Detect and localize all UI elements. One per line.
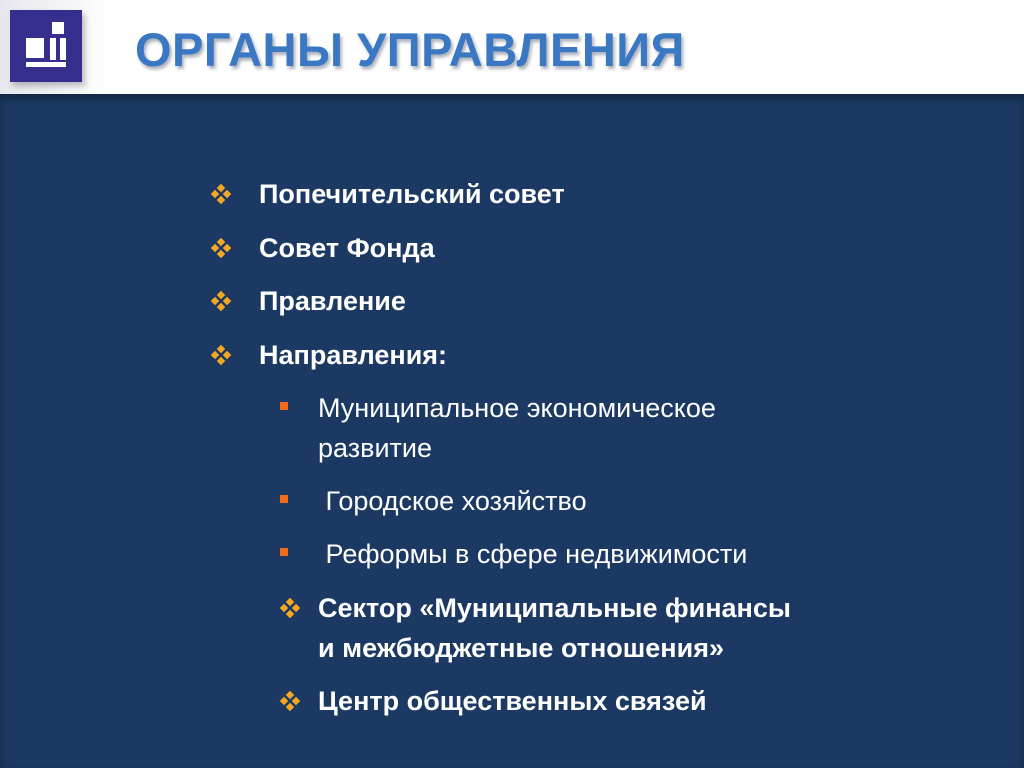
slide-title: ОРГАНЫ УПРАВЛЕНИЯ	[135, 23, 685, 76]
list-item-text: Правление	[259, 286, 406, 316]
list-item	[280, 534, 747, 574]
list-item	[211, 228, 435, 268]
list-item-line: Муниципальное экономическое	[318, 393, 716, 423]
list-item-text: Центр общественных связей	[318, 686, 707, 716]
list-item-text	[318, 588, 791, 668]
slide-header	[0, 0, 1024, 94]
list-item-text: Реформы в сфере недвижимости	[318, 539, 748, 569]
list-item	[280, 681, 707, 721]
list-item	[211, 174, 565, 214]
list-item	[280, 388, 716, 468]
list-item-text	[318, 388, 716, 468]
logo-block	[50, 38, 56, 60]
diamond-bullet-icon	[211, 238, 231, 258]
list-item-text: Попечительский совет	[259, 179, 565, 209]
logo-block	[26, 62, 66, 67]
diamond-bullet-icon	[211, 345, 231, 365]
diamond-bullet-icon	[211, 184, 231, 204]
list-item-line: и межбюджетные отношения»	[318, 633, 724, 663]
list-item-text: Совет Фонда	[259, 233, 435, 263]
logo-icon	[10, 10, 82, 82]
list-item-line: Сектор «Муниципальные финансы	[318, 593, 791, 623]
square-bullet-icon	[280, 495, 288, 503]
list-item	[211, 281, 406, 321]
list-item	[280, 588, 791, 668]
list-item-text: Городское хозяйство	[318, 486, 587, 516]
logo-block	[52, 22, 64, 34]
logo-block	[60, 38, 66, 60]
square-bullet-icon	[280, 402, 288, 410]
content-panel	[0, 94, 1024, 768]
diamond-bullet-icon	[280, 691, 300, 711]
list-item-line: развитие	[318, 433, 432, 463]
list-item-text: Направления:	[259, 340, 448, 370]
square-bullet-icon	[280, 548, 288, 556]
list-item	[211, 335, 447, 375]
logo-block	[26, 38, 44, 58]
list-item	[280, 481, 587, 521]
diamond-bullet-icon	[280, 598, 300, 618]
diamond-bullet-icon	[211, 291, 231, 311]
